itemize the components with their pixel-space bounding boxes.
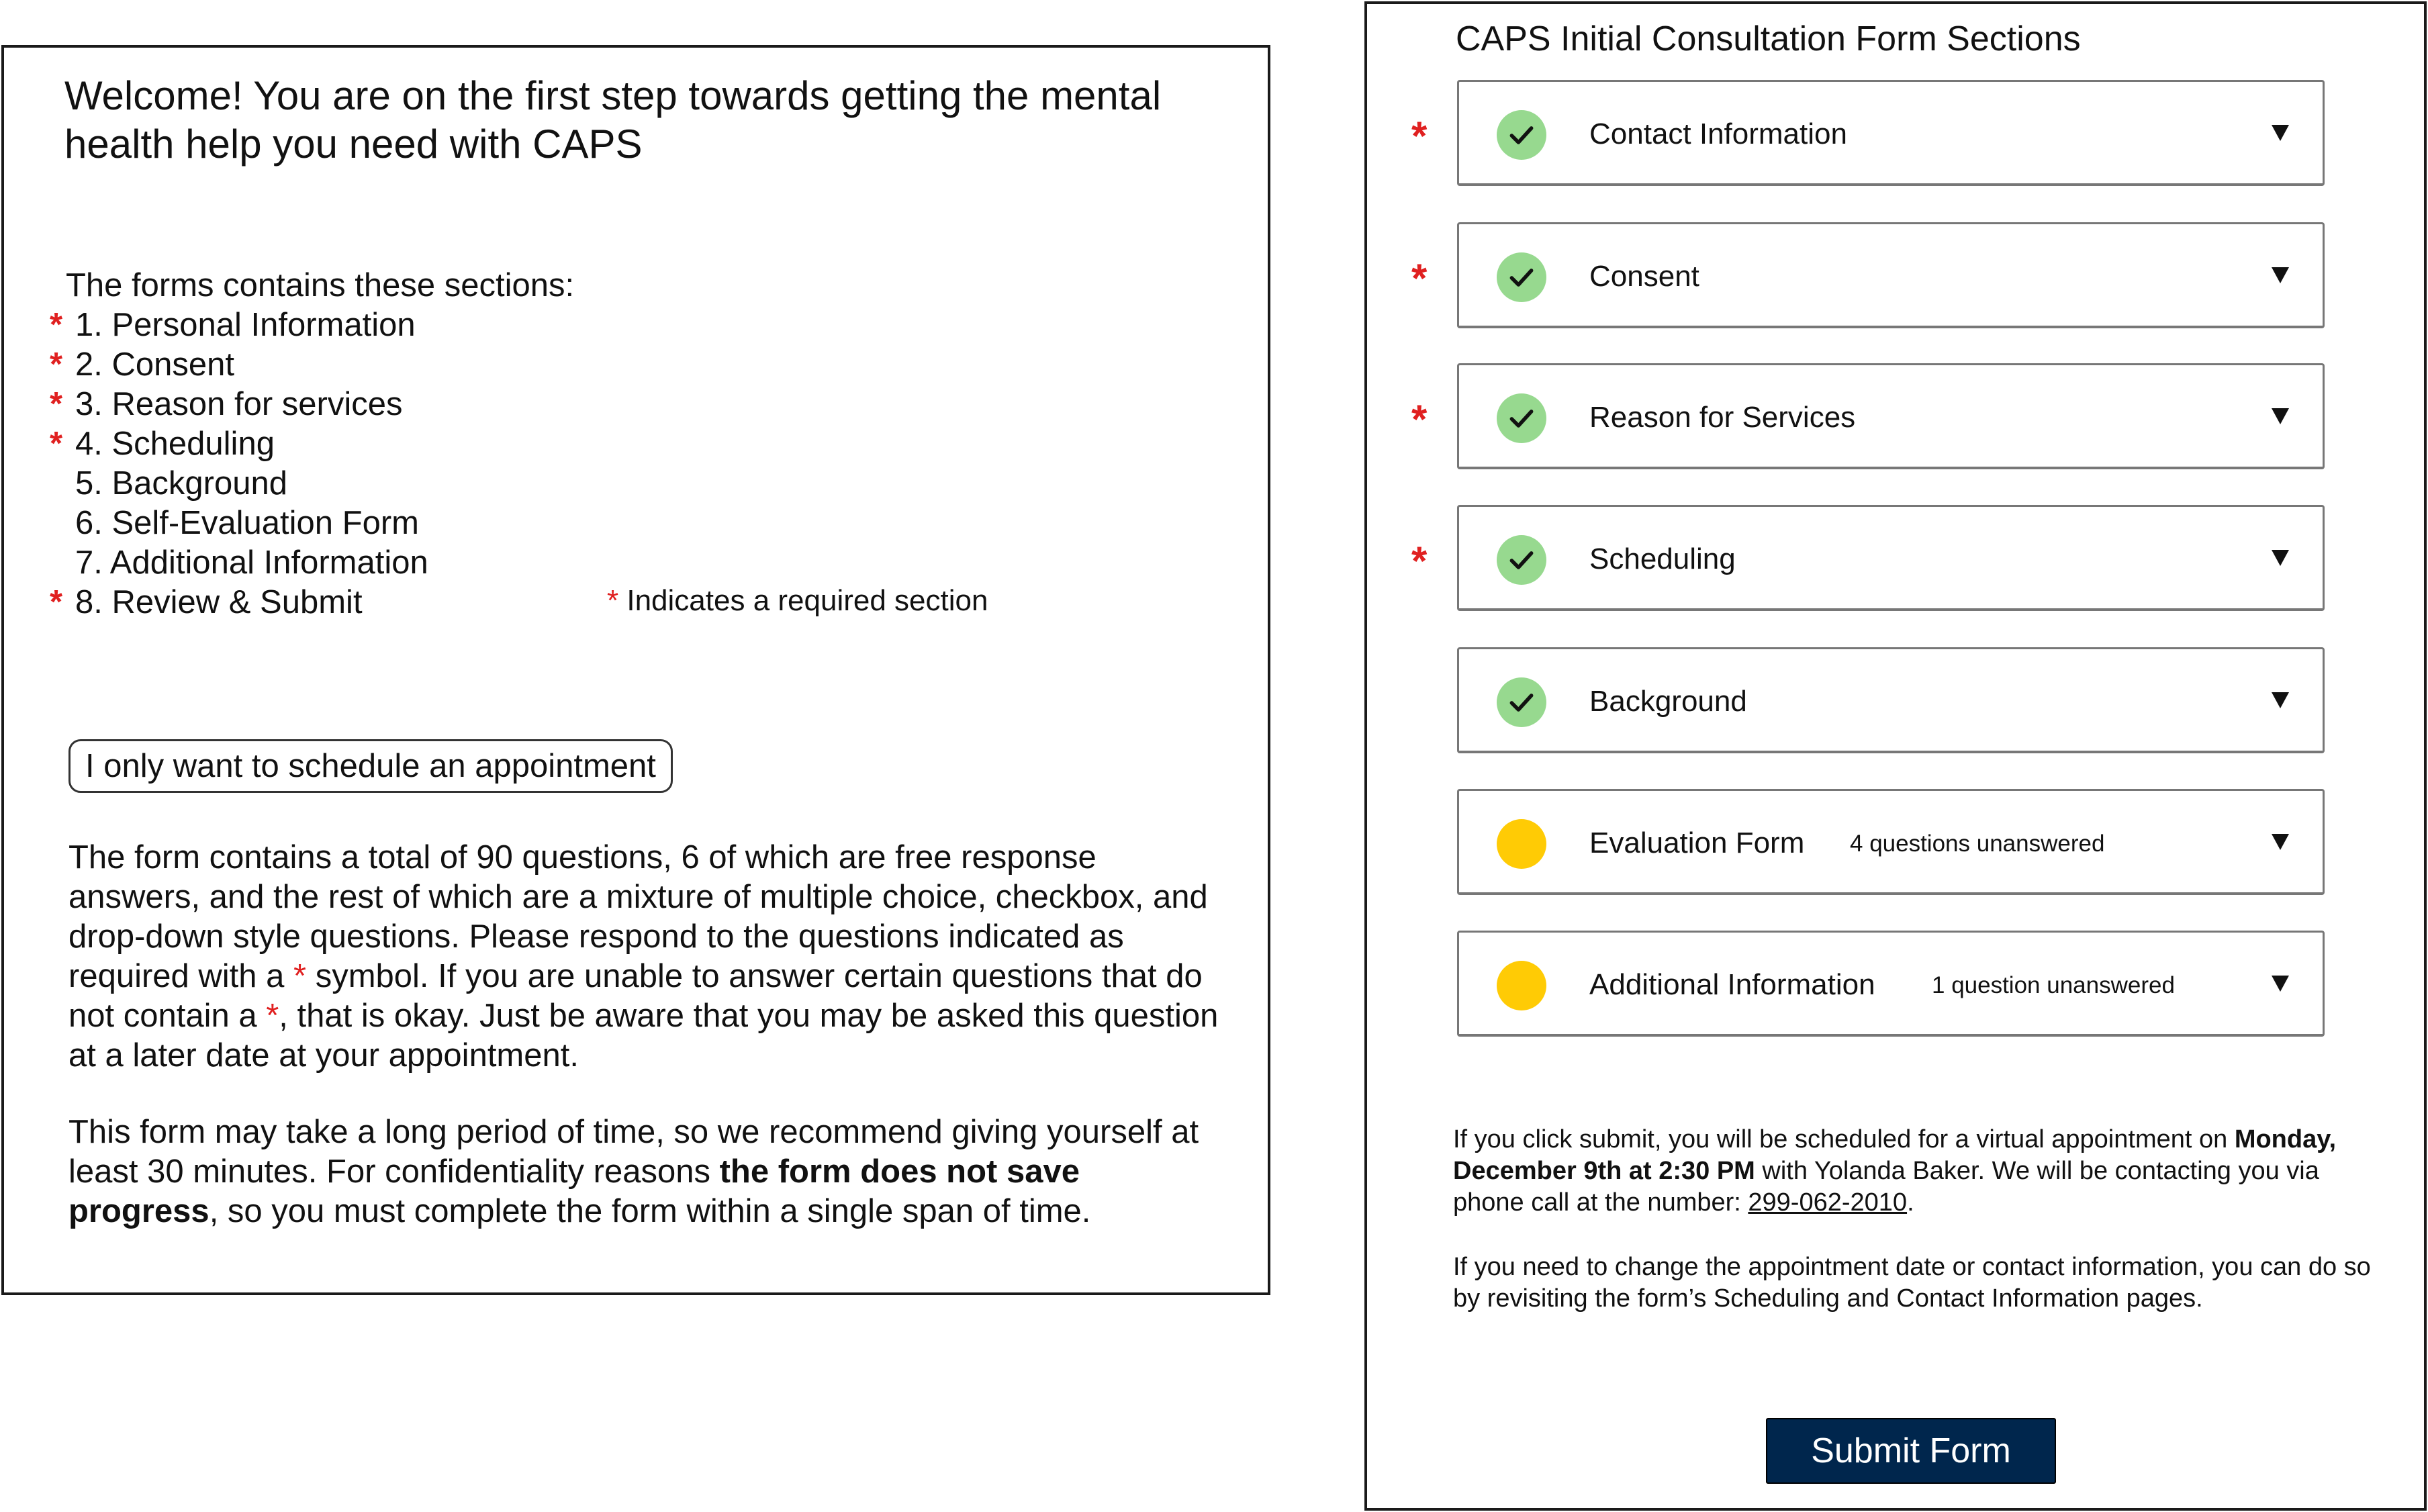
- change-info: If you need to change the appointment date or contact information, you can do so by revisiting the form’s Scheduling and Contact Information pages.: [1453, 1253, 2371, 1313]
- bold-warning: the form does not save progress: [68, 1153, 1080, 1229]
- section-list-item: [44, 504, 428, 543]
- chevron-down-icon[interactable]: [2272, 692, 2289, 708]
- sections-list: [44, 305, 428, 622]
- welcome-heading: Welcome! You are on the first step towards getting the mental health help you need with CAPS: [64, 73, 1162, 167]
- section-accordion-evaluation-form[interactable]: [1457, 789, 2325, 895]
- required-star-icon: *: [50, 386, 63, 422]
- required-star-icon: *: [607, 584, 619, 617]
- check-icon: [1497, 252, 1546, 302]
- section-list-label: 5. Background: [75, 465, 287, 502]
- required-star-icon: *: [50, 346, 63, 383]
- welcome-panel: [1, 45, 1270, 1295]
- section-label: Consent: [1589, 260, 1699, 293]
- text-run: , so you must complete the form within a single span of time.: [209, 1193, 1091, 1229]
- unanswered-note: 1 question unanswered: [1932, 972, 2175, 998]
- section-list-item: [44, 305, 428, 345]
- required-star-icon: *: [1411, 397, 1428, 442]
- section-list-label: 8. Review & Submit: [75, 584, 363, 620]
- chevron-down-icon[interactable]: [2272, 408, 2289, 424]
- section-list-label: 1. Personal Information: [75, 307, 416, 343]
- section-list-item: [44, 345, 428, 385]
- section-accordion-consent[interactable]: [1457, 222, 2325, 328]
- chevron-down-icon[interactable]: [2272, 550, 2289, 566]
- schedule-only-button[interactable]: I only want to schedule an appointment: [68, 739, 673, 793]
- required-star-icon: *: [1411, 113, 1428, 158]
- section-accordion-additional-information[interactable]: [1457, 931, 2325, 1037]
- check-icon: [1497, 393, 1546, 443]
- form-overview-paragraph: [68, 838, 1237, 1076]
- unanswered-note: 4 questions unanswered: [1850, 831, 2105, 857]
- required-star-icon: *: [293, 958, 307, 994]
- required-star-icon: *: [50, 426, 63, 462]
- text-run: , that is okay. Just be aware that you may be asked this question at a later date at your appointment.: [68, 998, 1219, 1074]
- section-label: Background: [1589, 685, 1747, 718]
- text-run: .: [1907, 1188, 1914, 1217]
- section-label: Scheduling: [1589, 542, 1736, 575]
- text-run: symbol. If you are unable to answer certain questions that do not contain a: [68, 958, 1203, 1034]
- section-row: [1367, 363, 2424, 471]
- submit-form-button[interactable]: Submit Form: [1766, 1418, 2056, 1484]
- pending-dot-icon: [1497, 819, 1546, 869]
- text-run: This form may take a long period of time, so we recommend giving yourself at least 30 minutes. For confidentiality reasons: [68, 1114, 1199, 1190]
- appointment-datetime: Monday, December 9th at 2:30 PM: [1453, 1125, 2337, 1185]
- section-accordion-reason-for-services[interactable]: [1457, 363, 2325, 469]
- chevron-down-icon[interactable]: [2272, 267, 2289, 283]
- required-star-icon: *: [50, 307, 63, 343]
- check-icon: [1497, 110, 1546, 160]
- section-list-label: 6. Self-Evaluation Form: [75, 505, 419, 541]
- section-accordion-scheduling[interactable]: [1457, 505, 2325, 611]
- section-row: [1367, 789, 2424, 896]
- panel-title: CAPS Initial Consultation Form Sections: [1456, 19, 2081, 58]
- section-label: Reason for Services: [1589, 401, 1856, 434]
- chevron-down-icon[interactable]: [2272, 125, 2289, 141]
- section-list-item: [44, 543, 428, 583]
- section-row: [1367, 222, 2424, 330]
- text-run: with Yolanda Baker. We will be contacting you via phone call at the number:: [1453, 1157, 2319, 1217]
- section-label: Additional Information: [1589, 968, 1875, 1001]
- text-run: If you click submit, you will be scheduled for a virtual appointment on: [1453, 1125, 2235, 1153]
- appointment-info: [1453, 1124, 2380, 1219]
- section-row: [1367, 647, 2424, 755]
- section-list-label: 4. Scheduling: [75, 426, 275, 462]
- section-list-label: 7. Additional Information: [75, 545, 428, 581]
- required-star-icon: *: [1411, 538, 1428, 583]
- section-accordion-contact-information[interactable]: [1457, 80, 2325, 186]
- sections-intro: The forms contains these sections:: [66, 267, 575, 303]
- section-row: [1367, 80, 2424, 187]
- section-list-label: 3. Reason for services: [75, 386, 403, 422]
- section-list-item: [44, 583, 428, 622]
- text-run: The form contains a total of 90 questions, 6 of which are free response answers, and the rest of which are a mixture of multiple choice, checkbox, and drop-down style questions. Please respond to the questions indicated as required with a: [68, 839, 1208, 994]
- legend-text: Indicates a required section: [626, 584, 988, 617]
- required-legend: [607, 583, 988, 618]
- chevron-down-icon[interactable]: [2272, 976, 2289, 992]
- form-sections-panel: [1364, 1, 2427, 1511]
- section-accordion-background[interactable]: [1457, 647, 2325, 753]
- section-list-item: [44, 424, 428, 464]
- section-label: Evaluation Form: [1589, 826, 1805, 859]
- section-list-item: [44, 464, 428, 504]
- check-icon: [1497, 677, 1546, 727]
- pending-dot-icon: [1497, 961, 1546, 1010]
- section-label: Contact Information: [1589, 117, 1847, 150]
- section-list-label: 2. Consent: [75, 346, 234, 383]
- check-icon: [1497, 535, 1546, 585]
- section-row: [1367, 505, 2424, 612]
- required-star-icon: *: [1411, 256, 1428, 301]
- section-row: [1367, 931, 2424, 1038]
- required-star-icon: *: [50, 584, 63, 620]
- chevron-down-icon[interactable]: [2272, 834, 2289, 850]
- time-warning-paragraph: [68, 1113, 1237, 1231]
- phone-number-link[interactable]: 299-062-2010: [1748, 1188, 1908, 1217]
- required-star-icon: *: [266, 998, 279, 1034]
- section-list-item: [44, 385, 428, 424]
